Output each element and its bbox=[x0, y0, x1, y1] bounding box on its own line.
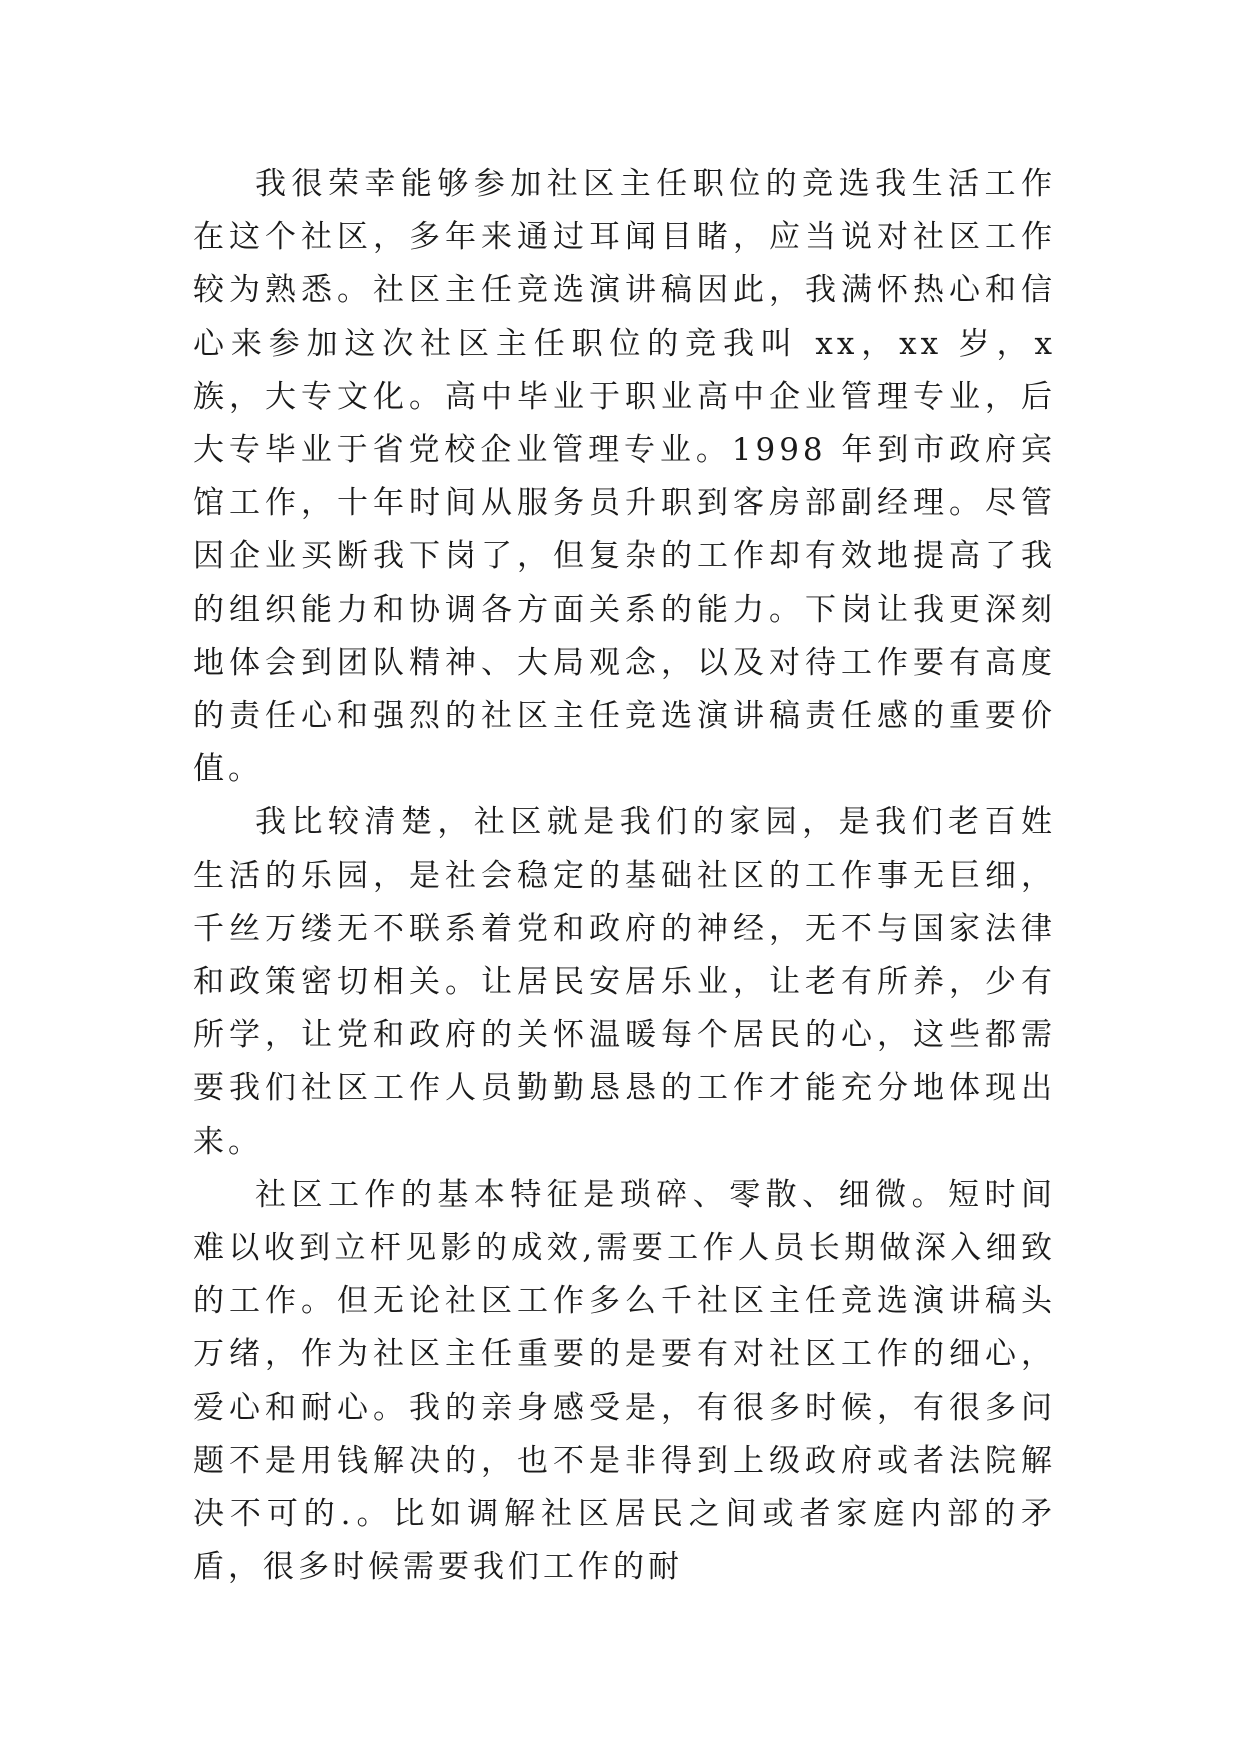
paragraph-2: 我比较清楚，社区就是我们的家园，是我们老百姓生活的乐园，是社会稳定的基础社区的工作事无巨细，千丝万缕无不联系着党和政府的神经，无不与国家法律和政策密切相关。让居民安居乐业，让老有所养，少有所学，让党和政府的关怀温暖每个居民的心，这些都需要我们社区工作人员勤勤恳恳的工作才能充分地体现出来。 bbox=[193, 804, 1056, 1160]
paragraph-3: 社区工作的基本特征是琐碎、零散、细微。短时间难以收到立杆见影的成效,需要工作人员长期做深入细致的工作。但无论社区工作多么千社区主任竞选演讲稿头万绪，作为社区主任重要的是要有对社区工作的细心，爱心和耐心。我的亲身感受是，有很多时候，有很多问题不是用钱解决的，也不是非得到上级政府或者法院解决不可的.。比如调解社区居民之间或者家庭内部的矛盾，很多时候需要我们工作的耐 bbox=[193, 1176, 1056, 1586]
paragraph-1: 我很荣幸能够参加社区主任职位的竞选我生活工作在这个社区，多年来通过耳闻目睹，应当说对社区工作较为熟悉。社区主任竞选演讲稿因此，我满怀热心和信心来参加这次社区主任职位的竞我叫 xx，xx 岁，x 族，大专文化。高中毕业于职业高中企业管理专业，后大专毕业于省党校企业管理专业。1998 年到市政府宾馆工作，十年时间从服务员升职到客房部副经理。尽管因企业买断我下岗了，但复杂的工作却有效地提高了我的组织能力和协调各方面关系的能力。下岗让我更深刻地体会到团队精神、大局观念，以及对待工作要有高度的责任心和强烈的社区主任竞选演讲稿责任感的重要价值。 bbox=[193, 166, 1056, 788]
document-body bbox=[193, 158, 1056, 1594]
